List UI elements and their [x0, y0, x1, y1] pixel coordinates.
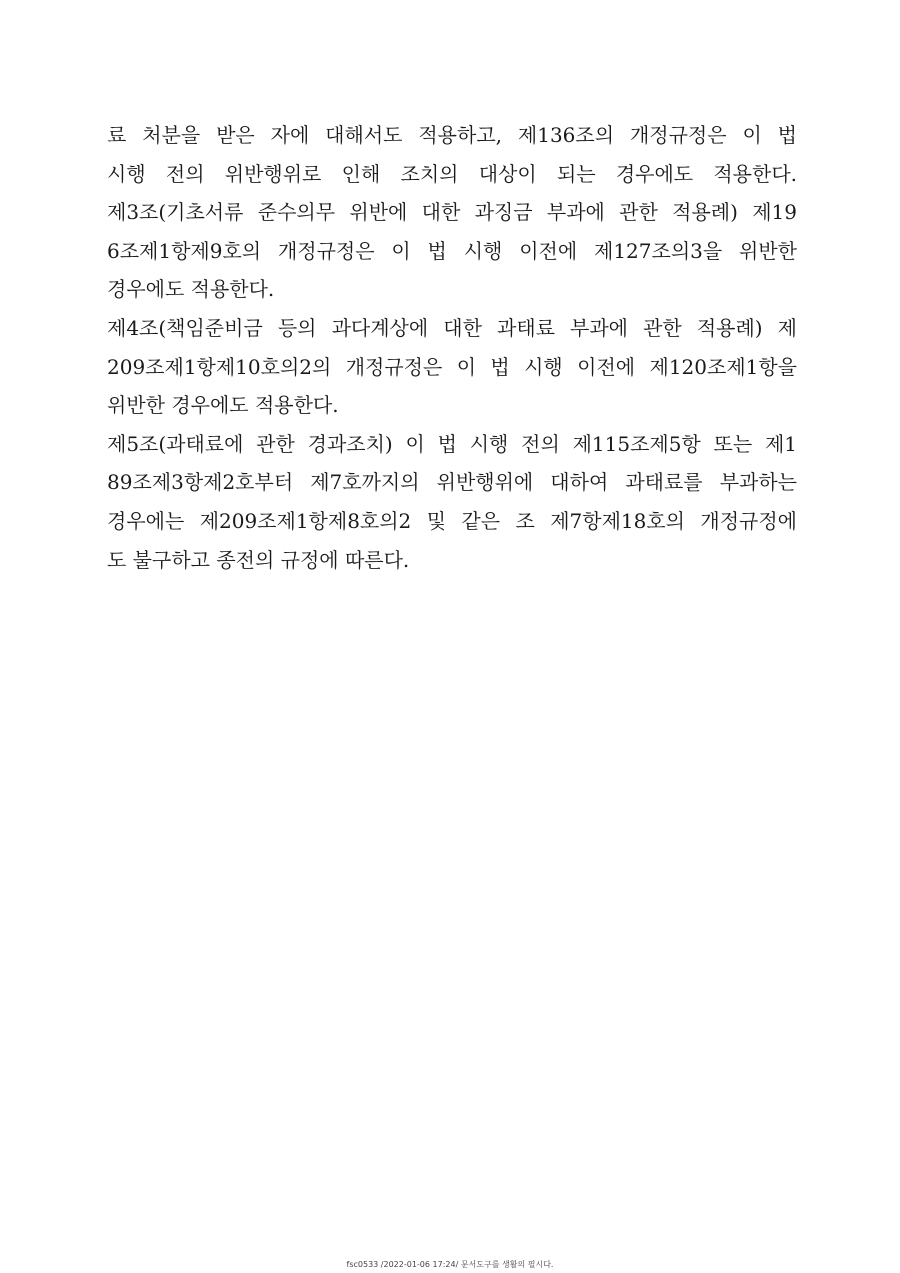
document-body — [107, 116, 797, 579]
text-line: 제4조(책임준비금 등의 과다계상에 대한 과태료 부과에 관한 적용례) 제 — [107, 315, 797, 340]
text-line: 료 처분을 받은 자에 대해서도 적용하고, 제136조의 개정규정은 이 법 — [107, 123, 797, 147]
text-line: 209조제1항제10호의2의 개정규정은 이 법 시행 이전에 제120조제1항을 — [107, 354, 797, 379]
text-line: 제3조(기초서류 준수의무 위반에 대한 과징금 부과에 관한 적용례) 제19 — [107, 200, 797, 225]
text-line: 위반한 경우에도 적용한다. — [107, 393, 339, 418]
text-line: 경우에도 적용한다. — [107, 277, 275, 302]
text-line: 도 불구하고 종전의 규정에 따른다. — [107, 547, 410, 572]
text-line: 6조제1항제9호의 개정규정은 이 법 시행 이전에 제127조의3을 위반한 — [107, 238, 797, 263]
text-line: 89조제3항제2호부터 제7호까지의 위반행위에 대하여 과태료를 부과하는 — [107, 470, 797, 495]
text-line: 시행 전의 위반행위로 인해 조치의 대상이 되는 경우에도 적용한다. — [107, 161, 797, 186]
text-line: 제5조(과태료에 관한 경과조치) 이 법 시행 전의 제115조제5항 또는 제1 — [107, 431, 797, 456]
text-line: 경우에는 제209조제1항제8호의2 및 같은 조 제7항제18호의 개정규정에 — [107, 508, 797, 533]
page-footer: fsc0533 /2022-01-06 17:24/ 문서도구를 생활의 필시다. — [346, 1260, 554, 1269]
